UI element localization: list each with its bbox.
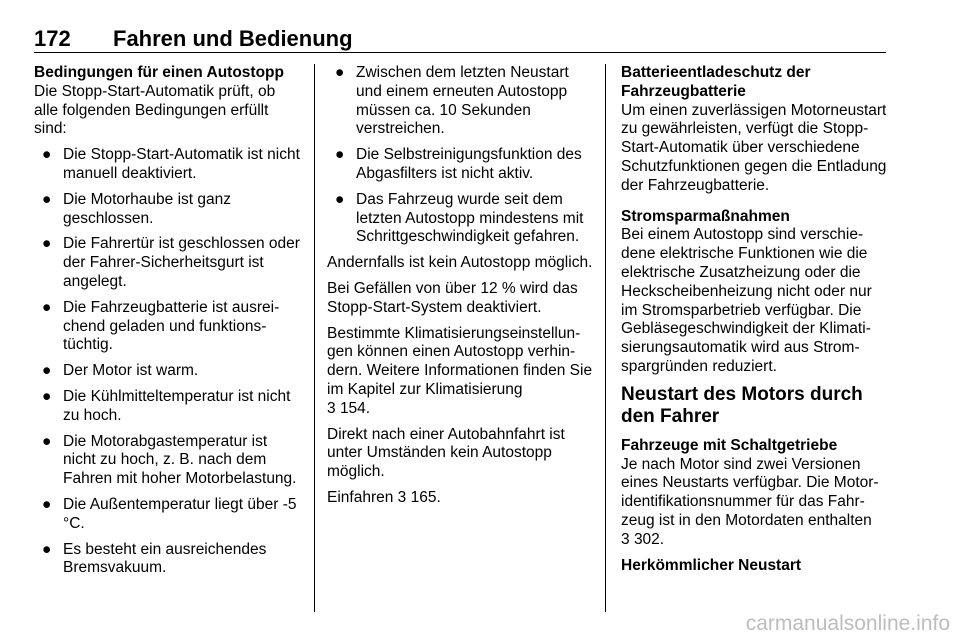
- heading-autostopp-conditions: Bedingungen für einen Autostopp: [34, 64, 284, 81]
- list-item: ● Die Selbstreinigungsfunktion des Abgasfilters ist nicht aktiv.: [335, 146, 582, 182]
- page-ref-arrow-icon: 3: [327, 399, 336, 417]
- paragraph-no-autostopp: Andernfalls ist kein Autostopp möglich.: [327, 254, 593, 272]
- conditions-list-continued: [327, 64, 593, 247]
- page-reference[interactable]: 165.: [410, 488, 441, 506]
- paragraph-power-saving: Bei einem Autostopp sind verschiedene elektrische Funktionen wie die elektrische Zusatzheizung oder die Heckscheibenheizung nicht oder nur im Stromsparbetrieb verfügbar. Die Gebläsegeschwindigkeit der Klimatisierungsautomatik wird aus Stromspargründen reduziert.: [621, 226, 872, 375]
- list-item: ● Die Kühlmitteltemperatur ist nicht zu hoch.: [42, 387, 291, 424]
- page-header: [34, 26, 886, 52]
- watermark: carmanualsonline.info: [745, 612, 950, 635]
- bullet-icon: ●: [42, 362, 52, 380]
- heading-power-saving: Stromsparmaßnahmen: [621, 207, 790, 225]
- bullet-icon: ●: [42, 235, 52, 253]
- heading-conventional-restart: Herkömmlicher Neustart: [621, 556, 802, 574]
- bullet-icon: ●: [42, 540, 52, 558]
- column-1: [34, 64, 300, 585]
- intro-paragraph: Die Stopp-Start-Automatik prüft, ob alle folgenden Bedingungen erfüllt sind:: [34, 82, 276, 138]
- header-rule: [34, 52, 886, 53]
- list-item: ● Die Außentemperatur liegt über -5 °C.: [42, 495, 297, 532]
- section-title-restart: Neustart des Motors durch den Fahrer: [621, 383, 863, 427]
- list-item: ● Das Fahrzeug wurde seit dem letzten Autostopp mindestens mit Schrittgeschwindigkeit gefahren.: [335, 190, 584, 246]
- paragraph-battery-protection: Um einen zuverlässigen Motorneustart zu gewährleisten, verfügt die Stopp-Start-Automatik über verschiedene Schutzfunktionen gegen die Entladung der Fahrzeugbatterie.: [621, 101, 887, 194]
- paragraph-break-in: Einfahren 3 165.: [327, 488, 441, 506]
- page-title: Fahren und Bedienung: [113, 26, 353, 51]
- bullet-icon: ●: [42, 146, 52, 164]
- list-item: ● Die Stopp-Start-Automatik ist nicht manuell deaktiviert.: [42, 146, 300, 182]
- column-divider-1: [314, 64, 315, 612]
- column-divider-2: [605, 64, 606, 612]
- page-ref-arrow-icon: 3: [397, 488, 407, 506]
- page-number: 172: [34, 26, 71, 51]
- bullet-icon: ●: [335, 190, 345, 208]
- paragraph-climate: Bestimmte Klimatisierungseinstellungen können einen Autostopp verhindern. Weitere Informationen finden Sie im Kapitel zur Klimatisierung 3 154.: [327, 324, 593, 417]
- paragraph-manual-transmission: Je nach Motor sind zwei Versionen eines Neustarts verfügbar. Die Motoridentifikationsnummer für das Fahrzeug ist in den Motordaten enthalten 3 302.: [621, 455, 879, 548]
- bullet-icon: ●: [42, 387, 52, 405]
- heading-manual-transmission: Fahrzeuge mit Schaltgetriebe: [621, 436, 838, 454]
- page-reference[interactable]: 302.: [633, 530, 665, 548]
- list-item: ● Es besteht ein ausreichendes Bremsvakuum.: [42, 540, 267, 577]
- list-item: ● Die Motorhaube ist ganz geschlossen.: [42, 190, 232, 227]
- column-3: [621, 64, 887, 575]
- bullet-icon: ●: [42, 298, 52, 316]
- list-item: ● Die Fahrertür ist geschlossen oder der Fahrer-Sicherheitsgurt ist angelegt.: [42, 235, 300, 290]
- heading-battery-protection: Batterieentladeschutz der Fahrzeugbatterie: [621, 64, 811, 100]
- page-ref-arrow-icon: 3: [621, 530, 630, 548]
- paragraph-highway: Direkt nach einer Autobahnfahrt ist unter Umständen kein Autostopp möglich.: [327, 425, 565, 481]
- bullet-icon: ●: [42, 190, 52, 208]
- list-item: ● Die Motorabgastemperatur ist nicht zu hoch, z. B. nach dem Fahren mit hoher Motorbelastung.: [42, 432, 297, 488]
- list-item: ● Der Motor ist warm.: [42, 362, 199, 380]
- list-item: ● Die Fahrzeugbatterie ist ausreichend geladen und funktionstüchtig.: [42, 298, 280, 354]
- paragraph-slope: Bei Gefällen von über 12 % wird das Stopp-Start-System deaktiviert.: [327, 279, 578, 316]
- bullet-icon: ●: [335, 146, 345, 164]
- column-2: [327, 64, 593, 515]
- page-reference[interactable]: 154.: [339, 399, 371, 417]
- list-item: ● Zwischen dem letzten Neustart und einem erneuten Autostopp müssen ca. 10 Sekunden verstreichen.: [335, 64, 569, 138]
- conditions-list: [34, 146, 300, 578]
- bullet-icon: ●: [335, 64, 345, 81]
- bullet-icon: ●: [42, 432, 52, 450]
- bullet-icon: ●: [42, 495, 52, 513]
